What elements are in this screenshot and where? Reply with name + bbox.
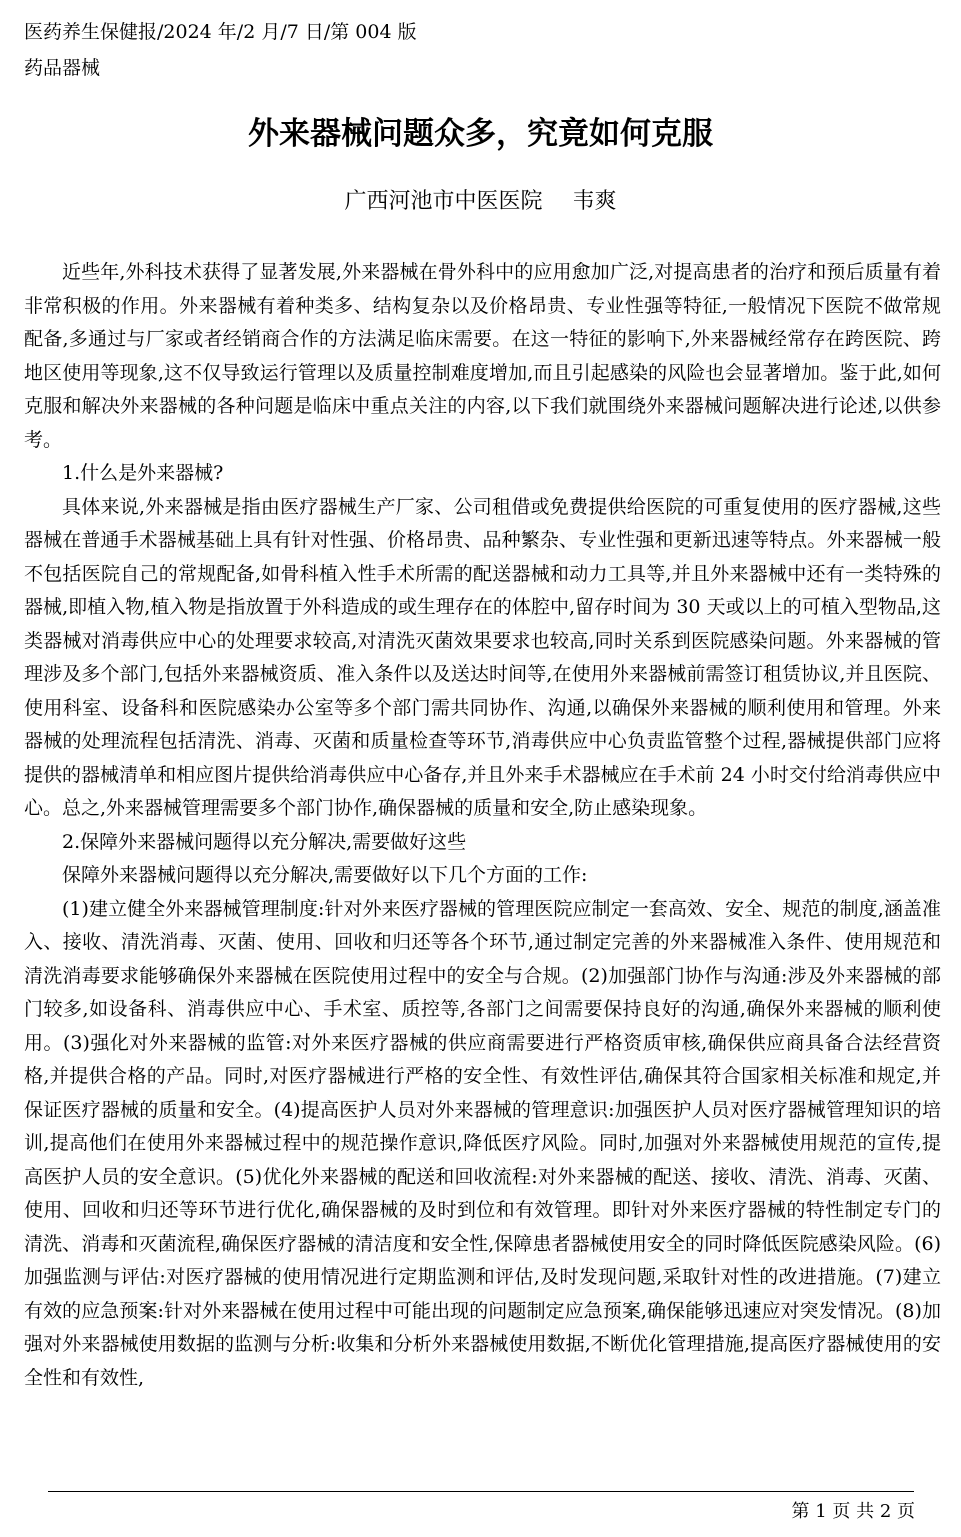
paragraph-definition: 具体来说,外来器械是指由医疗器械生产厂家、公司租借或免费提供给医院的可重复使用的医疗器械,这些器械在普通手术器械基础上具有针对性强、价格昂贵、品种繁杂、专业性强和更新迅速等特点。外来器械一般不包括医院自己的常规配备,如骨科植入性手术所需的配送器械和动力工具等,并且外来器械中还有一类特殊的器械,即植入物,植入物是指放置于外科造成的或生理存在的体腔中,留存时间为 30 天或以上的可植入型物品,这类器械对消毒供应中心的处理要求较高,对清洗灭菌效果要求也较高,同时关系到医院感染问题。外来器械的管理涉及多个部门,包括外来器械资质、准入条件以及送达时间等,在使用外来器械前需签订租赁协议,并且医院、使用科室、设备科和医院感染办公室等多个部门需共同协作、沟通,以确保外来器械的顺利使用和管理。外来器械的处理流程包括清洗、消毒、灭菌和质量检查等环节,消毒供应中心负责监管整个过程,器械提供部门应将提供的器械清单和相应图片提供给消毒供应中心备存,并且外来手术器械应在手术前 24 小时交付给消毒供应中心。总之,外来器械管理需要多个部门协作,确保器械的质量和安全,防止感染现象。 xyxy=(24,495,941,819)
publication-source: 医药养生保健报/2024 年/2 月/7 日/第 004 版 xyxy=(24,21,417,43)
section-label: 药品器械 xyxy=(24,57,101,79)
byline xyxy=(0,186,961,218)
paragraph-measures: (1)建立健全外来器械管理制度:针对外来医疗器械的管理医院应制定一套高效、安全、规范的制度,涵盖准入、接收、清洗消毒、灭菌、使用、回收和归还等各个环节,通过制定完善的外来器械准入条件、使用规范和清洗消毒要求能够确保外来器械在医院使用过程中的安全与合规。(2)加强部门协作与沟通:涉及外来器械的部门较多,如设备科、消毒供应中心、手术室、质控等,各部门之间需要保持良好的沟通,确保外来器械的顺利使用。(3)强化对外来器械的监管:对外来医疗器械的供应商需要进行严格资质审核,确保供应商具备合法经营资格,并提供合格的产品。同时,对医疗器械进行严格的安全性、有效性评估,确保其符合国家相关标准和规定,并保证医疗器械的质量和安全。(4)提高医护人员对外来器械的管理意识:加强医护人员对医疗器械管理知识的培训,提高他们在使用外来器械过程中的规范操作意识,降低医疗风险。同时,加强对外来器械使用规范的宣传,提高医护人员的安全意识。(5)优化外来器械的配送和回收流程:对外来器械的配送、接收、清洗、消毒、灭菌、使用、回收和归还等环节进行优化,确保器械的及时到位和有效管理。即针对外来医疗器械的特性制定专门的清洗、消毒和灭菌流程,确保医疗器械的清洁度和安全性,保障患者器械使用安全的同时降低医院感染风险。(6)加强监测与评估:对医疗器械的使用情况进行定期监测和评估,及时发现问题,采取针对性的改进措施。(7)建立有效的应急预案:针对外来器械在使用过程中可能出现的问题制定应急预案,确保能够迅速应对突发情况。(8)加强对外来器械使用数据的监测与分析:收集和分析外来器械使用数据,不断优化管理措施,提高医疗器械使用的安全性和有效性, xyxy=(24,897,941,1389)
article-title: 外来器械问题众多，究竟如何克服 xyxy=(248,116,713,152)
author-name: 韦爽 xyxy=(572,189,617,214)
paragraph-lead-in: 保障外来器械问题得以充分解决,需要做好以下几个方面的工作: xyxy=(62,864,588,886)
author-organization: 广西河池市中医医院 xyxy=(344,189,543,214)
article-body xyxy=(24,256,941,1395)
section-heading-1: 1.什么是外来器械? xyxy=(62,462,224,484)
footer-divider xyxy=(48,1491,914,1492)
paragraph-intro: 近些年,外科技术获得了显著发展,外来器械在骨外科中的应用愈加广泛,对提高患者的治疗和预后质量有着非常积极的作用。外来器械有着种类多、结构复杂以及价格昂贵、专业性强等特征,一般情况下医院不做常规配备,多通过与厂家或者经销商合作的方法满足临床需要。在这一特征的影响下,外来器械经常存在跨医院、跨地区使用等现象,这不仅导致运行管理以及质量控制难度增加,而且引起感染的风险也会显著增加。鉴于此,如何克服和解决外来器械的各种问题是临床中重点关注的内容,以下我们就围绕外来器械问题解决进行论述,以供参考。 xyxy=(24,261,941,451)
page-indicator: 第 1 页 共 2 页 xyxy=(791,1501,915,1522)
section-heading-2: 2.保障外来器械问题得以充分解决,需要做好这些 xyxy=(62,830,467,853)
